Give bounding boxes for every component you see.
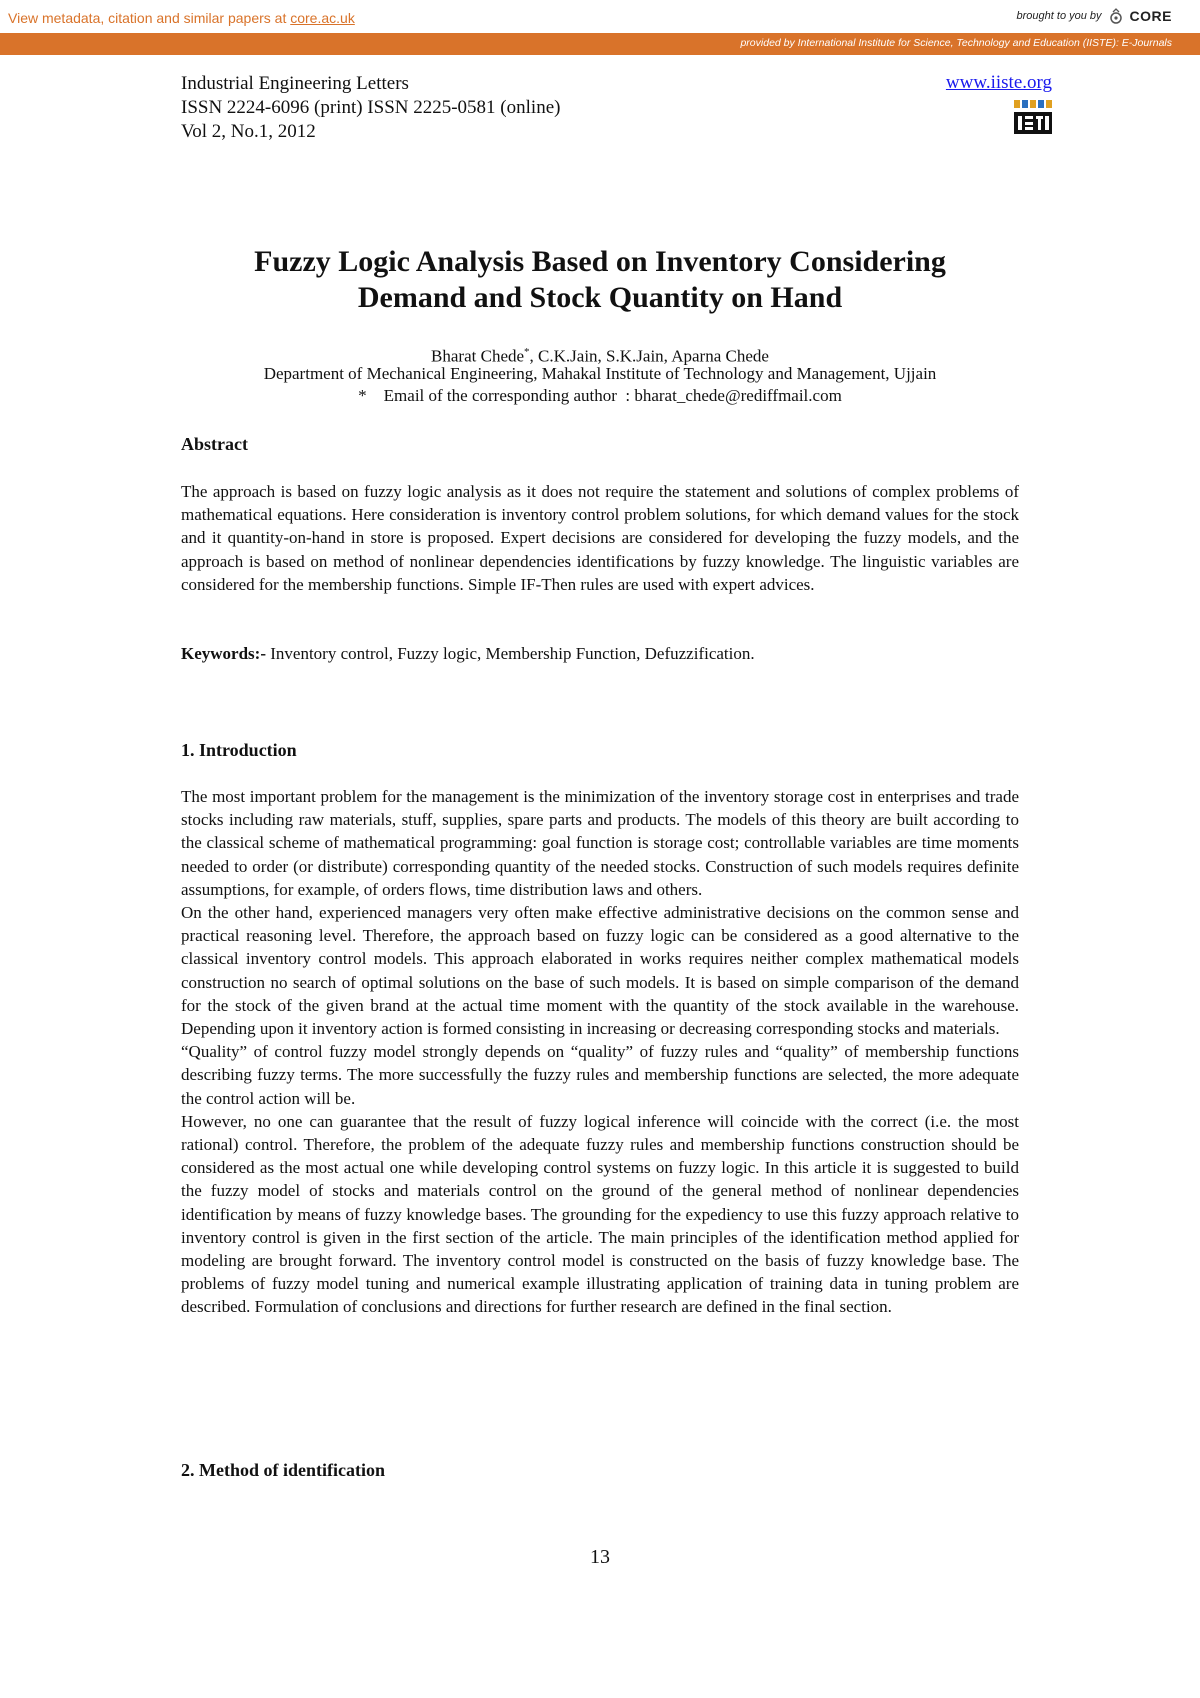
intro-paragraph-2: On the other hand, experienced managers very often make effective administrative decisions on the common sense and practical reasoning level. Therefore, the approach based on fuzzy logic can be considered as a good alternative to the classical inventory control models. This approach elaborated in works requires neither complex mathematical models construction no search of optimal solutions on the base of such models. It is based on simple comparison of the demand for the stock of the given brand at the actual time moment with the quantity of the stock available in the warehouse. Depending upon it inventory action is formed consisting in increasing or decreasing corresponding stocks and materials.	[181, 903, 1019, 1039]
paper-title-line-1: Fuzzy Logic Analysis Based on Inventory Considering	[254, 245, 946, 278]
corresponding-author-mark: *	[524, 346, 530, 358]
section-2-heading: 2. Method of identification	[181, 1460, 385, 1480]
author-others: , C.K.Jain, S.K.Jain, Aparna Chede	[529, 346, 769, 366]
journal-header	[181, 72, 560, 144]
core-link[interactable]: core.ac.uk	[290, 10, 355, 26]
page-number: 13	[590, 1546, 610, 1568]
journal-name: Industrial Engineering Letters	[181, 73, 409, 94]
corresponding-email: * Email of the corresponding author : bharat_chede@rediffmail.com	[358, 386, 842, 405]
core-logo-icon	[1108, 8, 1124, 24]
core-brand-name: CORE	[1129, 8, 1172, 24]
intro-paragraph-1: The most important problem for the management is the minimization of the inventory storage cost in enterprises and trade stocks including raw materials, stuff, supplies, spare parts and products. The models of this theory are built according to the classical scheme of mathematical programming: goal function is storage cost; controllable variables are time moments needed to order (or distribute) corresponding quantity of the needed stocks. Construction of such models requires definite assumptions, for example, of orders flows, time distribution laws and others.	[181, 787, 1019, 899]
keywords	[181, 644, 755, 664]
core-brand[interactable]	[1017, 8, 1172, 24]
journal-volume: Vol 2, No.1, 2012	[181, 121, 316, 142]
abstract-text	[181, 480, 1019, 596]
iiste-logo-icon	[1012, 98, 1054, 138]
paper-title-line-2: Demand and Stock Quantity on Hand	[357, 281, 843, 314]
keywords-text: Inventory control, Fuzzy logic, Membership Function, Defuzzification.	[265, 644, 755, 663]
core-metadata-text	[8, 10, 355, 26]
author-affiliation: Department of Mechanical Engineering, Mahakal Institute of Technology and Management, Ujjain	[263, 364, 937, 383]
brought-by-text: brought to you by	[1016, 10, 1102, 22]
provided-by-text: provided by International Institute for Science, Technology and Education (IISTE): E-Journals	[740, 37, 1172, 49]
intro-paragraph-3: “Quality” of control fuzzy model strongly depends on “quality” of fuzzy rules and “quality” of membership functions describing fuzzy terms. The more successfully the fuzzy rules and membership functions are selected, the more adequate the control action will be.	[181, 1042, 1019, 1108]
paper-title	[160, 244, 1040, 316]
abstract-paragraph: The approach is based on fuzzy logic analysis as it does not require the statement and solutions of complex problems of mathematical equations. Here consideration is inventory control problem solutions, for which demand values for the stock and it quantity-on-hand in store is proposed. Expert decisions are considered for developing the fuzzy models, and the approach is based on method of nonlinear dependencies identifications by fuzzy knowledge. The linguistic variables are considered for the membership functions. Simple IF-Then rules are used with expert advices.	[181, 482, 1019, 594]
journal-website-link[interactable]: www.iiste.org	[945, 72, 1052, 93]
journal-issn: ISSN 2224-6096 (print) ISSN 2225-0581 (online)	[181, 97, 561, 118]
introduction-heading: 1. Introduction	[181, 740, 297, 760]
core-banner	[0, 0, 1200, 32]
core-metadata-prefix: View metadata, citation and similar papers at	[8, 10, 291, 26]
keywords-label: Keywords:-	[181, 644, 266, 663]
abstract-heading: Abstract	[181, 434, 248, 454]
introduction-body	[181, 785, 1019, 1319]
provided-by-bar	[0, 33, 1200, 55]
author-first: Bharat Chede	[431, 346, 525, 366]
intro-paragraph-4: However, no one can guarantee that the result of fuzzy logical inference will coincide with the correct (i.e. the most rational) control. Therefore, the problem of the adequate fuzzy rules and membership functions construction should be considered as the most actual one while developing control systems on fuzzy logic. In this article it is suggested to build the fuzzy model of stocks and materials control on the ground of the general method of nonlinear dependencies identification by means of fuzzy knowledge bases. The grounding for the expediency to use this fuzzy approach relative to inventory control is given in the first section of the article. The main principles of the identification method applied for modeling are brought forward. The inventory control model is constructed on the basis of fuzzy knowledge base. The problems of fuzzy model tuning and numerical example illustrating application of training data in tuning problem are described. Formulation of conclusions and directions for further research are defined in the final section.	[181, 1111, 1019, 1317]
